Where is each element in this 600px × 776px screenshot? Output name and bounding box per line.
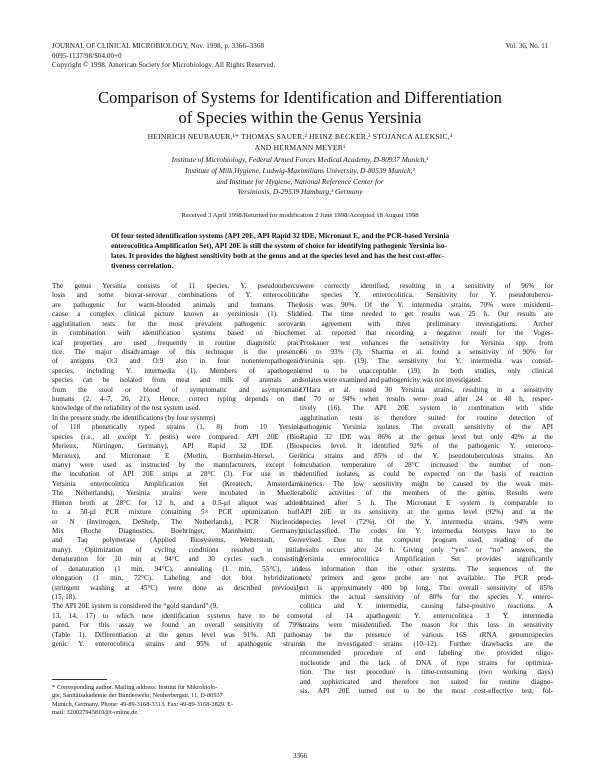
footnote [52, 684, 302, 718]
body-text-line: isolates were examined and pathogenicity was not investigated. [300, 376, 483, 385]
body-text-line: Merieux, Nürtingen, Germany), API Rapid 32 IDE (Bio- [52, 442, 302, 451]
abstract-line: Of four tested identification systems (API 20E, API Rapid 32 IDE, Micronaut E, and the PCR-based Yersinia [111, 231, 450, 240]
body-text-line: total of 14 apathogenic Y. enterocolitica 3 Y. intermedia [300, 611, 553, 620]
body-text-line: of denaturation (1 min, 94°C), annealing (1 min, 55°C), and [52, 564, 302, 573]
body-text-line: revised. Due to the computer program used, reading of the [300, 536, 553, 545]
body-text-line: the incubation of API 20E strips at 28°C (3). For use in the [52, 470, 302, 479]
page-number: 3366 [293, 752, 307, 760]
body-text-line: less information than the other systems. The sequences of the [300, 564, 553, 573]
body-text-line: many) were used as instructed by the manufacturers, except for [52, 461, 302, 470]
body-text-line: Mix (Roche Diagnostics, Boehringer, Mannheim, Germany), [52, 526, 302, 535]
body-text-line: of antigens O:3 and O:9 also in four nonenteropathogenic [52, 357, 302, 366]
body-text-line: identified isolates, as could be expected on the basis of reaction [300, 470, 553, 479]
footnote-rule [52, 679, 107, 680]
body-text-line: mimics the actual sensitivity of 80% for the species Y. entero- [300, 592, 553, 601]
abstract [111, 231, 491, 271]
body-text-line: API 20E in its sensitivity at the genus level (92%) and at the [300, 508, 553, 517]
body-text-line: nucleotide and the lack of DNA of type strains for optimiza- [300, 658, 553, 667]
body-text-line: tice. The major disadvantage of this technique is the presence [52, 347, 302, 356]
body-text-line: and Taq polymerase (Applied Biosystems, Weiterstadt, Ger- [52, 536, 302, 545]
body-text-line: misclassified. The codes for Y. intermedia biotypes have to be [300, 526, 553, 535]
body-text-line: of 118 phenetically typed strains (1, 8) from 10 Yersinia [52, 423, 302, 432]
body-text-line: Yersinia spp. (19). The sensitivity for Y. intermedia was consid- [300, 357, 553, 366]
body-text-line: colitica and Y. intermedia, causing false-positive reactions. A [300, 602, 553, 611]
body-text-line: tion. The test procedure is time-consuming (two working days) [300, 668, 553, 677]
journal-citation: JOURNAL OF CLINICAL MICROBIOLOGY, Nov. 1998, p. 3366–3368 [52, 42, 265, 50]
abstract-line: lates. It provides the highest sensitivity both at the genus and at the species level and has the best cost-effec- [111, 250, 445, 260]
body-text-line: in agreement with three preliminary investigations. Archer [300, 319, 553, 328]
body-column-left [52, 282, 302, 649]
body-text-line: ical properties are used frequently in routine diagnostic prac- [52, 338, 302, 347]
body-text-line: results occurs after 24 h. Giving only “yes” or “no” answers, the [300, 545, 553, 554]
body-text-line: sets' primers and gene probe are not available. The PCR prod- [300, 574, 553, 583]
article-title [60, 88, 540, 128]
body-text-line: are pathogenic for warm-blooded animals and humans. They [52, 300, 302, 309]
body-text-line: recommended procedure of end labeling the provided oligo- [300, 649, 553, 658]
body-text-line: (Table 1). Differentiation at the genus level was 91%. All patho- [52, 630, 302, 639]
body-text-line: et al. reported that recording a negative result for the Voges- [300, 329, 553, 338]
body-text-line: were correctly identified, resulting in a sensitivity of 96% for [300, 282, 553, 290]
body-text-line: genic Y. enterocolitica strains and 95% of apathogenic strains [52, 640, 302, 649]
journal-header [52, 42, 275, 71]
body-text-line: knowledge of the reliability of the test system used. [52, 404, 201, 413]
body-text-line: the species Y. enterocolitica. Sensitivity for Y. pseudotubercu- [300, 291, 553, 300]
body-text-line: of 70 or 94% when results were read after 24 or 48 h, respec- [300, 395, 553, 404]
footnote-line: mail: 320027945810@t-online.de. [52, 709, 139, 717]
body-text-line: pared. For this assay we found an overall sensitivity of 79% [52, 621, 302, 630]
body-text-line: kinetics. The low sensitivity might be caused by the weak met- [300, 479, 553, 488]
journal-issn: 0095-1137/98/$04.00+0 [52, 51, 122, 60]
body-text-line: abolic activities of the members of the genus. Results were [300, 489, 553, 498]
body-text-line: fied. The time needed to get results was 25 h. Our results are [300, 310, 553, 319]
body-text-line: Yersinia enterocolitica Amplification Set provides significantly [300, 555, 553, 564]
abstract-line: tiveness correlation. [111, 260, 174, 270]
footnote-line: gie, Sanitätsakademie der Bundeswehr, Neuherbergstr. 11, D-80937 [52, 692, 223, 700]
body-text-line: tively (16). The API 20E system in combination with slide [300, 404, 553, 413]
affiliation-line: Yersiniosis, D-29539 Hamburg,³ Germany [237, 187, 363, 197]
body-text-line: sis. API 20E turned out to be the most cost-effective test, fol- [300, 687, 553, 696]
body-text-line: species level (72%). Of the Y. intermedia strains, 94% were [300, 517, 553, 526]
body-text-line: Rapid 32 IDE was 86% at the genus level but only 42% at the [300, 432, 553, 441]
author-line: HEINRICH NEUBAUER,¹* THOMAS SAUER,² HEINZ BECKER,² STOJANCA ALEKSIC,³ [147, 132, 453, 141]
body-text-line: Merieux), and Micronaut E (Merlin, Bornheim-Hersel, Ger- [52, 451, 302, 460]
journal-copyright: Copyright © 1998, American Society for Microbiology. All Rights Reserved. [52, 61, 276, 69]
body-text-line: species (i.e., all except Y. pestis) were compared. API 20E (Bio- [52, 432, 302, 441]
body-text-line: 13, 14, 17) to which new identification systems have to be com- [52, 611, 302, 620]
body-text-line: in the investigated strains (10–12). Further drawbacks are the [300, 640, 553, 649]
body-text-line: (stringent washing at 45°C) were done as described previously [52, 583, 302, 592]
body-text-line: losis was 90%. Of the Y. intermedia strains, 70% were misidenti- [300, 300, 553, 309]
received-dates: Received 3 April 1998/Returned for modification 2 June 1998/Accepted 18 August 1998 [181, 212, 419, 219]
body-text-line: in combination with identification systems based on biochem- [52, 329, 302, 338]
body-text-line: losis and some biovar-serovar combinations of Y. enterocolitica [52, 291, 302, 300]
body-text-line: ered to be unacceptable (19). In both studies, only clinical [300, 366, 553, 375]
body-text-line: species can be isolated from meat and milk of animals and [52, 376, 302, 385]
body-text-line: Yersinia enterocolitica Amplification Set (Kreatech, Amsterdam, [52, 479, 302, 488]
body-text-line: Hinton broth at 28°C for 12 h, and a 0.5-µl aliquot was added [52, 498, 302, 507]
body-text-line: elongation (1 min, 72°C). Labeling and dot blot hybridization [52, 574, 302, 583]
body-text-line: cause a complex clinical picture known as yersiniosis (1). Slide [52, 310, 302, 319]
body-text-line: agglutination tests is therefore suited for routine detection of [300, 413, 553, 422]
body-text-line: The API 20E system is considered the “gold standard” (9, [52, 602, 219, 611]
body-text-line: (15, 18). [52, 592, 77, 601]
body-text-line: 66 to 93% (3). Sharma et al. found a sensitivity of 90% for [300, 347, 553, 356]
journal-volume: Vol. 36, No. 11 [505, 42, 548, 50]
body-text-line: humans (2, 4–7, 20, 21). Hence, correct typing depends on the [52, 395, 302, 404]
body-text-line: species level. It identified 92% of the pathogenic Y. enteroco- [300, 442, 553, 451]
body-text-line: obtained after 5 h. The Micronaut E system is comparable to [300, 498, 553, 507]
abstract-line: enterocolitica Amplification Set), API 20E is still the system of choice for identifying pathogenic Yersinia iso- [111, 240, 447, 250]
body-text-line: The genus Yersinia consists of 11 species. Y. pseudotubercu- [52, 282, 302, 290]
body-text-line: O'Hara et al. tested 30 Yersinia strains, resulting in a sensitivity [300, 385, 553, 394]
body-text-line: and sophisticated and therefore not suited for routine diagno- [300, 677, 553, 686]
body-text-line: from the stool or blood of symptomatic and asymptomatic [52, 385, 302, 394]
title-line: of Species within the Genus Yersinia [178, 108, 422, 127]
body-text-line: litica strains and 85% of the Y. pseudotuberculosis strains. An [300, 451, 553, 460]
body-text-line: incubation temperature of 28°C increased the number of non- [300, 461, 553, 470]
body-text-line: Proskauer test enhances the sensitivity for Yersinia spp. from [300, 338, 553, 347]
affiliation-line: Institute of Milk Hygiene, Ludwig-Maximilians University, D-80539 Munich,² [185, 165, 415, 175]
body-text-line: In the present study, the identifications (by four systems) [52, 413, 216, 422]
body-text-line: many). Optimization of cycling conditions resulted in initial [52, 545, 302, 554]
author-list [60, 131, 540, 153]
title-line: Comparison of Systems for Identification and Differentiation [98, 88, 502, 107]
body-text-line: strains were misidentified. The reason for this loss in sensitivity [300, 621, 553, 630]
body-text-line: may be the presence of various 16S rRNA genomospecies [300, 630, 553, 639]
footnote-line: Munich, Germany. Phone: 49-89-3168-3313. Fax: 49-89-3168-3829. E- [52, 700, 234, 708]
body-column-right [300, 282, 553, 697]
body-text-line: pathogenic Yersinia isolates. The overall sensitivity of the API [300, 423, 553, 432]
body-text-line: denaturation for 10 min at 94°C and 30 cycles each consisting [52, 555, 302, 564]
body-text-line: to a 50-µl PCR mixture containing 5× PCR optimization buff- [52, 508, 302, 517]
footnote-line: * Corresponding author. Mailing address: Institut für Mikrobiolo- [52, 684, 218, 691]
body-text-line: er N (Invitrogen, DeShelp, The Netherlands), PCR Nucleotide [52, 517, 302, 526]
affiliation-line: and Institute for Hygiene, National Reference Center for [216, 176, 384, 186]
author-line: AND HERMANN MEYER¹ [254, 143, 346, 152]
body-text-line: agglutination tests for the most prevalent pathogenic serovars [52, 319, 302, 328]
body-text-line: uct is approximately 400 bp long. The overall sensitivity of 85% [300, 583, 553, 592]
affiliations [60, 155, 540, 198]
body-text-line: species, including Y. intermedia (1). Members of apathogenic [52, 366, 302, 375]
body-text-line: The Netherlands), Yersinia strains were incubated in Mueller- [52, 489, 302, 498]
affiliation-line: Institute of Microbiology, Federal Armed Forces Medical Academy, D-80937 Munich,¹ [171, 155, 429, 164]
